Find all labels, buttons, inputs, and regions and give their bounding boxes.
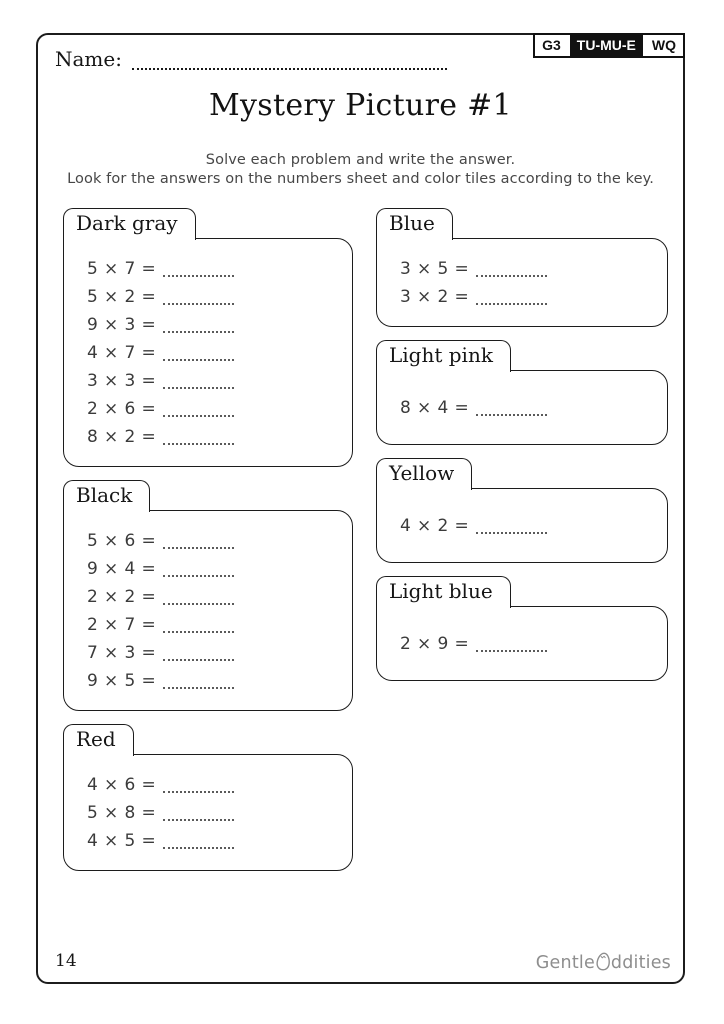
answer-blank[interactable]: [163, 625, 234, 633]
name-label: Name:: [55, 47, 122, 71]
group-box-dark-gray: [63, 238, 353, 467]
page-frame: [36, 33, 685, 984]
problem-expression: 5 × 8 =: [87, 803, 157, 823]
egg-icon: [595, 951, 612, 977]
color-group-black: [63, 480, 353, 711]
group-box-light-pink: [376, 370, 668, 445]
problem-expression: 4 × 5 =: [87, 831, 157, 851]
badge-code: WQ: [645, 35, 683, 56]
problem-expression: 3 × 2 =: [400, 287, 470, 307]
group-tab-light-blue: [376, 576, 511, 608]
answer-blank[interactable]: [163, 269, 234, 277]
problem-row: [87, 395, 334, 423]
problem-row: [400, 394, 649, 422]
problem-row: [87, 283, 334, 311]
group-box-black: [63, 510, 353, 711]
group-label: Light blue: [389, 579, 493, 603]
name-row: [55, 47, 447, 71]
problem-row: [87, 311, 334, 339]
problem-expression: 3 × 3 =: [87, 371, 157, 391]
problem-expression: 7 × 3 =: [87, 643, 157, 663]
problem-row: [87, 771, 334, 799]
problem-expression: 2 × 6 =: [87, 399, 157, 419]
right-column: [376, 208, 668, 694]
group-box-blue: [376, 238, 668, 327]
group-tab-light-pink: [376, 340, 511, 372]
problem-row: [87, 367, 334, 395]
problem-row: [87, 527, 334, 555]
problem-expression: 4 × 2 =: [400, 516, 470, 536]
group-label: Light pink: [389, 343, 493, 367]
answer-blank[interactable]: [163, 297, 234, 305]
instructions-line-1: Solve each problem and write the answer.: [205, 152, 516, 168]
answer-blank[interactable]: [163, 325, 234, 333]
problem-row: [400, 512, 649, 540]
brand-prefix: Gentle: [535, 953, 595, 973]
group-label: Black: [76, 483, 133, 507]
problem-expression: 9 × 3 =: [87, 315, 157, 335]
answer-blank[interactable]: [476, 644, 547, 652]
problem-row: [87, 339, 334, 367]
problem-row: [400, 630, 649, 658]
problem-row: [87, 667, 334, 695]
problem-expression: 9 × 5 =: [87, 671, 157, 691]
problem-row: [87, 611, 334, 639]
badge-grade: G3: [535, 35, 568, 56]
group-box-light-blue: [376, 606, 668, 681]
page-number: 14: [55, 951, 77, 971]
color-group-dark-gray: [63, 208, 353, 467]
badge-topic: TU-MU-E: [568, 35, 645, 56]
group-box-red: [63, 754, 353, 871]
answer-blank[interactable]: [163, 785, 234, 793]
group-tab-dark-gray: [63, 208, 196, 240]
answer-blank[interactable]: [163, 541, 234, 549]
problem-row: [87, 555, 334, 583]
name-blank[interactable]: [132, 48, 447, 70]
answer-blank[interactable]: [163, 653, 234, 661]
problem-row: [87, 799, 334, 827]
group-tab-yellow: [376, 458, 472, 490]
problem-expression: 4 × 6 =: [87, 775, 157, 795]
problem-expression: 2 × 2 =: [87, 587, 157, 607]
group-label: Red: [76, 727, 116, 751]
brand-suffix: ddities: [610, 953, 671, 973]
answer-blank[interactable]: [163, 381, 234, 389]
color-group-yellow: [376, 458, 668, 563]
problem-expression: 5 × 6 =: [87, 531, 157, 551]
problem-row: [400, 283, 649, 311]
problem-row: [87, 255, 334, 283]
answer-blank[interactable]: [163, 841, 234, 849]
answer-blank[interactable]: [163, 353, 234, 361]
color-group-light-pink: [376, 340, 668, 445]
answer-blank[interactable]: [163, 813, 234, 821]
problem-expression: 2 × 7 =: [87, 615, 157, 635]
group-label: Blue: [389, 211, 435, 235]
problem-expression: 9 × 4 =: [87, 559, 157, 579]
problem-row: [87, 827, 334, 855]
answer-blank[interactable]: [163, 597, 234, 605]
problem-expression: 5 × 2 =: [87, 287, 157, 307]
color-group-red: [63, 724, 353, 871]
level-badges: [533, 33, 685, 58]
problem-expression: 8 × 2 =: [87, 427, 157, 447]
group-tab-red: [63, 724, 134, 756]
answer-blank[interactable]: [163, 409, 234, 417]
group-label: Dark gray: [76, 211, 178, 235]
color-group-blue: [376, 208, 668, 327]
color-group-light-blue: [376, 576, 668, 681]
answer-blank[interactable]: [163, 681, 234, 689]
answer-blank[interactable]: [476, 297, 547, 305]
problem-row: [87, 423, 334, 451]
group-box-yellow: [376, 488, 668, 563]
left-column: [63, 208, 353, 884]
group-label: Yellow: [389, 461, 455, 485]
problem-expression: 3 × 5 =: [400, 259, 470, 279]
instructions-line-2: Look for the answers on the numbers sheet and color tiles according to the key.: [67, 171, 654, 187]
problem-expression: 2 × 9 =: [400, 634, 470, 654]
group-tab-black: [63, 480, 150, 512]
problem-row: [87, 639, 334, 667]
brand-logo: [536, 952, 671, 973]
answer-blank[interactable]: [163, 437, 234, 445]
problem-expression: 5 × 7 =: [87, 259, 157, 279]
instructions: [38, 151, 683, 189]
answer-blank[interactable]: [163, 569, 234, 577]
answer-blank[interactable]: [476, 526, 547, 534]
problem-row: [400, 255, 649, 283]
answer-blank[interactable]: [476, 269, 547, 277]
group-tab-blue: [376, 208, 453, 240]
problem-expression: 8 × 4 =: [400, 398, 470, 418]
problem-expression: 4 × 7 =: [87, 343, 157, 363]
answer-blank[interactable]: [476, 408, 547, 416]
page-title: Mystery Picture #1: [209, 88, 512, 123]
problem-row: [87, 583, 334, 611]
